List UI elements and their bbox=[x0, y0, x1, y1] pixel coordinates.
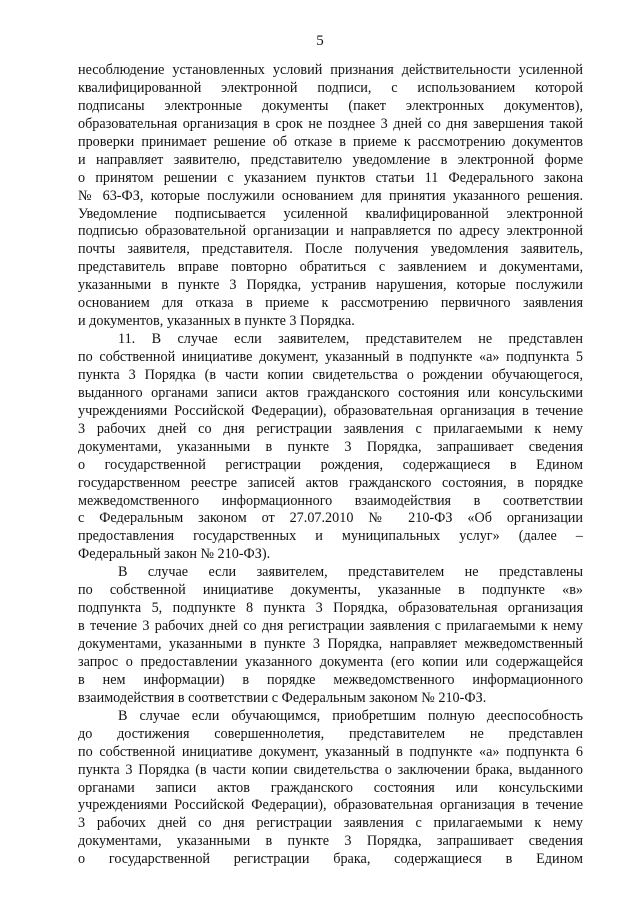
text-line: 11. В случае если заявителем, представителем не представлен bbox=[118, 331, 583, 348]
text-line: и документов, указанных в пункте 3 Порядка. bbox=[78, 313, 355, 330]
text-line: образовательная организация в срок не позднее 3 дней со дня завершения такой bbox=[78, 115, 583, 132]
text-line: взаимодействия в соответствии с Федеральным законом № 210-ФЗ. bbox=[78, 689, 487, 706]
text-line: почты заявителя, представителя. После получения уведомления заявитель, bbox=[78, 241, 583, 258]
text-line: в нем информации) в порядке межведомственного информационного bbox=[78, 671, 583, 688]
text-line: подпункта 5, подпункте 8 пункта 3 Порядка, образовательная организация bbox=[78, 600, 583, 617]
paragraph bbox=[78, 564, 583, 708]
text-line: учреждениями Российской Федерации), образовательная организация в течение bbox=[78, 402, 583, 419]
text-line: 3 рабочих дней со дня регистрации заявления с прилагаемыми к нему bbox=[78, 420, 583, 437]
text-line: представитель вправе повторно обратиться с заявлением и документами, bbox=[78, 259, 583, 276]
text-line: органами записи актов гражданского состояния или консульскими bbox=[78, 779, 583, 796]
text-line: запрос о предоставлении указанного документа (его копии или содержащейся bbox=[78, 653, 583, 670]
text-line: квалифицированной электронной подписи, с использованием которой bbox=[78, 79, 583, 96]
text-line: до достижения совершеннолетия, представителем не представлен bbox=[78, 725, 583, 742]
paragraph bbox=[78, 708, 583, 869]
paragraph bbox=[78, 331, 583, 564]
text-line: несоблюдение установленных условий признания действительности усиленной bbox=[78, 62, 583, 78]
text-line: предоставления государственных и муниципальных услуг» (далее – bbox=[78, 528, 583, 545]
text-line: и направляет заявителю, представителю уведомление в электронной форме bbox=[78, 151, 583, 168]
text-line: с Федеральным законом от 27.07.2010 № 210-ФЗ «Об организации bbox=[78, 510, 583, 527]
text-line: основанием для отказа в приеме к рассмотрению первичного заявления bbox=[78, 295, 583, 312]
text-line: документами, указанными в пункте 3 Порядка, запрашивает сведения bbox=[78, 833, 583, 850]
text-line: № 63-ФЗ, которые послужили основанием для принятия указанного решения. bbox=[78, 187, 583, 204]
text-line: Федеральный закон № 210-ФЗ). bbox=[78, 546, 271, 563]
paragraph bbox=[78, 62, 583, 331]
text-line: по собственной инициативе документы, указанные в подпункте «в» bbox=[78, 582, 583, 599]
page-number: 5 bbox=[316, 33, 324, 49]
text-line: пункта 3 Порядка (в части копии свидетельства о рождении обучающегося, bbox=[78, 366, 583, 383]
text-line: о принятом решении с указанием пунктов статьи 11 Федерального закона bbox=[78, 169, 583, 186]
text-line: Уведомление подписывается усиленной квалифицированной электронной bbox=[78, 205, 583, 222]
text-line: В случае если заявителем, представителем не представлены bbox=[118, 564, 583, 581]
text-line: межведомственного информационного взаимодействия в соответствии bbox=[78, 492, 583, 509]
document-body bbox=[78, 62, 583, 869]
text-line: подписью образовательной организации и направляется по адресу электронной bbox=[78, 223, 583, 240]
text-line: государственном реестре записей актов гражданского состояния, в порядке bbox=[78, 474, 583, 491]
text-line: документами, указанными в пункте 3 Порядка, направляет межведомственный bbox=[78, 636, 583, 652]
text-line: в течение 3 рабочих дней со дня регистрации заявления с прилагаемыми к нему bbox=[78, 618, 583, 635]
text-line: В случае если обучающимся, приобретшим полную дееспособность bbox=[118, 707, 583, 724]
text-line: выданного органами записи актов гражданского состояния или консульскими bbox=[78, 384, 583, 401]
text-line: проверки принимает решение об отказе в приеме к рассмотрению документов bbox=[78, 133, 583, 150]
text-line: указанными в пункте 3 Порядка, устранив нарушения, которые послужили bbox=[78, 277, 583, 294]
text-line: учреждениями Российской Федерации), образовательная организация в течение bbox=[78, 797, 583, 814]
text-line: о государственной регистрации рождения, содержащиеся в Едином bbox=[78, 456, 583, 473]
text-line: 3 рабочих дней со дня регистрации заявления с прилагаемыми к нему bbox=[78, 815, 583, 832]
text-line: о государственной регистрации брака, содержащиеся в Едином bbox=[78, 851, 583, 868]
text-line: пункта 3 Порядка (в части копии свидетельства о заключении брака, выданного bbox=[78, 761, 583, 778]
text-line: документами, указанными в пункте 3 Порядка, запрашивает сведения bbox=[78, 438, 583, 455]
text-line: по собственной инициативе документ, указанный в подпункте «а» подпункта 6 bbox=[78, 743, 583, 760]
text-line: подписаны электронные документы (пакет электронных документов), bbox=[78, 97, 583, 114]
text-line: по собственной инициативе документ, указанный в подпункте «а» подпункта 5 bbox=[78, 349, 583, 365]
